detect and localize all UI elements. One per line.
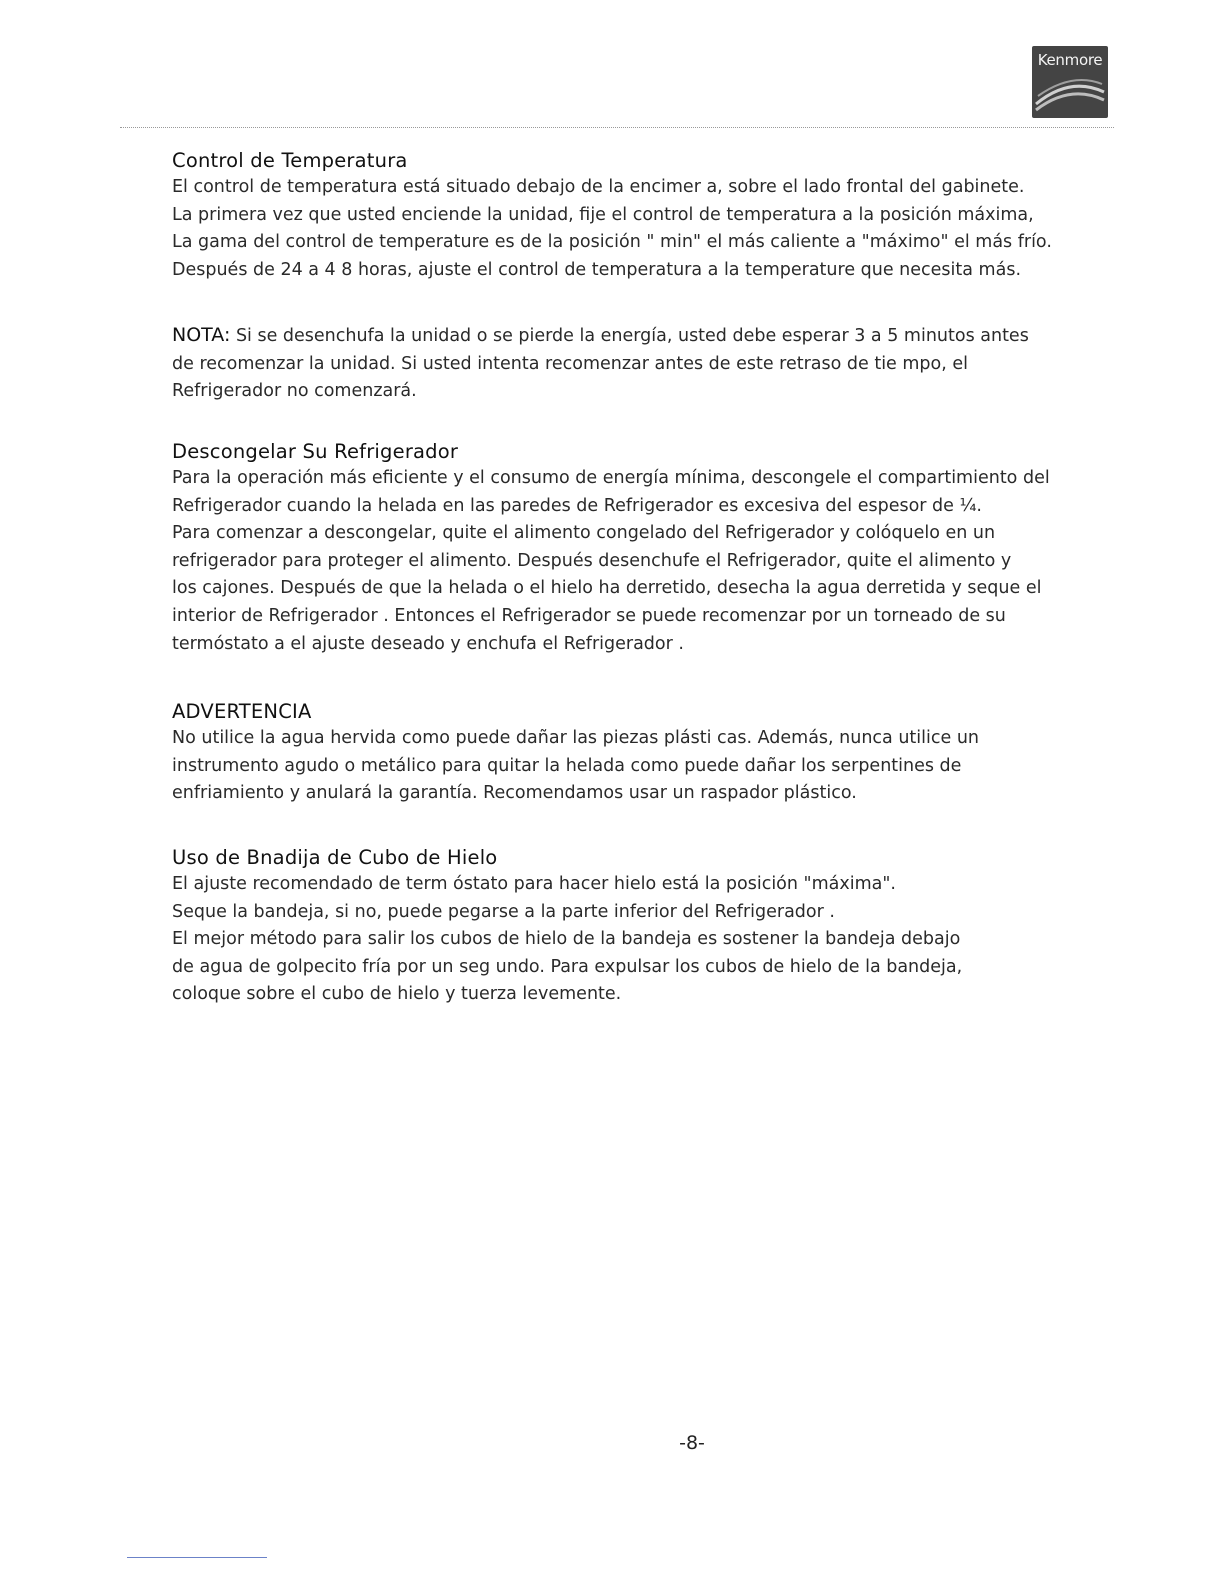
paragraph-line: El ajuste recomendado de term óstato para hacer hielo está la posición "máxima".: [172, 874, 896, 894]
paragraph-line: enfriamiento y anulará la garantía. Recomendamos usar un raspador plástico.: [172, 783, 857, 804]
paragraph-line: La primera vez que usted enciende la unidad, fije el control de temperatura a la posición máxima,: [172, 204, 1034, 225]
paragraph-line: de recomenzar la unidad. Si usted intenta recomenzar antes de este retraso de tie mpo, el: [172, 353, 969, 374]
paragraph-line: Después de 24 a 4 8 horas, ajuste el control de temperatura a la temperature que necesita más.: [172, 259, 1022, 280]
note-text: Si se desenchufa la unidad o se pierde la energía, usted debe esperar 3 a 5 minutos antes: [230, 326, 1029, 346]
section-heading: Descongelar Su Refrigerador: [172, 440, 459, 463]
page-number: -8-: [679, 1432, 705, 1454]
paragraph-line: coloque sobre el cubo de hielo y tuerza levemente.: [172, 984, 622, 1005]
paragraph-line: El control de temperatura está situado debajo de la encimer a, sobre el lado frontal del gabinete.: [172, 177, 1025, 197]
section-heading: Uso de Bnadija de Cubo de Hielo: [172, 846, 498, 869]
section-temperature-control: [172, 148, 1102, 284]
paragraph-line: Para la operación más eficiente y el consumo de energía mínima, descongele el compartimiento del: [172, 468, 1050, 488]
paragraph-line: de agua de golpecito fría por un seg undo. Para expulsar los cubos de hielo de la bandeja,: [172, 956, 963, 977]
note-label: NOTA:: [172, 324, 231, 346]
paragraph-line: Para comenzar a descongelar, quite el alimento congelado del Refrigerador y colóquelo en un: [172, 523, 996, 544]
paragraph-line: No utilice la agua hervida como puede dañar las piezas plásti cas. Además, nunca utilice un: [172, 728, 980, 748]
paragraph-line: Refrigerador no comenzará.: [172, 381, 417, 402]
section-defrost: [172, 439, 1102, 658]
section-heading: Control de Temperatura: [172, 149, 408, 172]
paragraph-line: termóstato a el ajuste deseado y enchufa el Refrigerador .: [172, 633, 684, 654]
paragraph-line: los cajones. Después de que la helada o el hielo ha derretido, desecha la agua derretida y seque el: [172, 578, 1042, 599]
section-ice-tray: [172, 845, 1102, 1009]
section-note: [172, 322, 1102, 406]
logo-text: Kenmore: [1037, 51, 1103, 69]
paragraph-line: refrigerador para proteger el alimento. Después desenchufe el Refrigerador, quite el alimento y: [172, 550, 1012, 571]
paragraph-line: Refrigerador cuando la helada en las paredes de Refrigerador es excesiva del espesor de ¼.: [172, 495, 982, 516]
paragraph-line: instrumento agudo o metálico para quitar la helada como puede dañar los serpentines de: [172, 755, 962, 776]
paragraph-line: interior de Refrigerador . Entonces el Refrigerador se puede recomenzar por un torneado de su: [172, 605, 1006, 626]
header-divider: [120, 127, 1114, 128]
logo-swoosh-icon: [1032, 74, 1108, 118]
section-heading: ADVERTENCIA: [172, 700, 312, 723]
paragraph-line: El mejor método para salir los cubos de hielo de la bandeja es sostener la bandeja debajo: [172, 929, 961, 950]
paragraph-line: Seque la bandeja, si no, puede pegarse a la parte inferior del Refrigerador .: [172, 901, 835, 922]
paragraph-line: La gama del control de temperature es de la posición " min" el más caliente a "máximo" el más frío.: [172, 232, 1052, 253]
kenmore-logo: [1032, 46, 1108, 118]
footer-line: [127, 1557, 267, 1558]
paragraph-line: [172, 322, 1102, 351]
section-warning: [172, 699, 1102, 808]
